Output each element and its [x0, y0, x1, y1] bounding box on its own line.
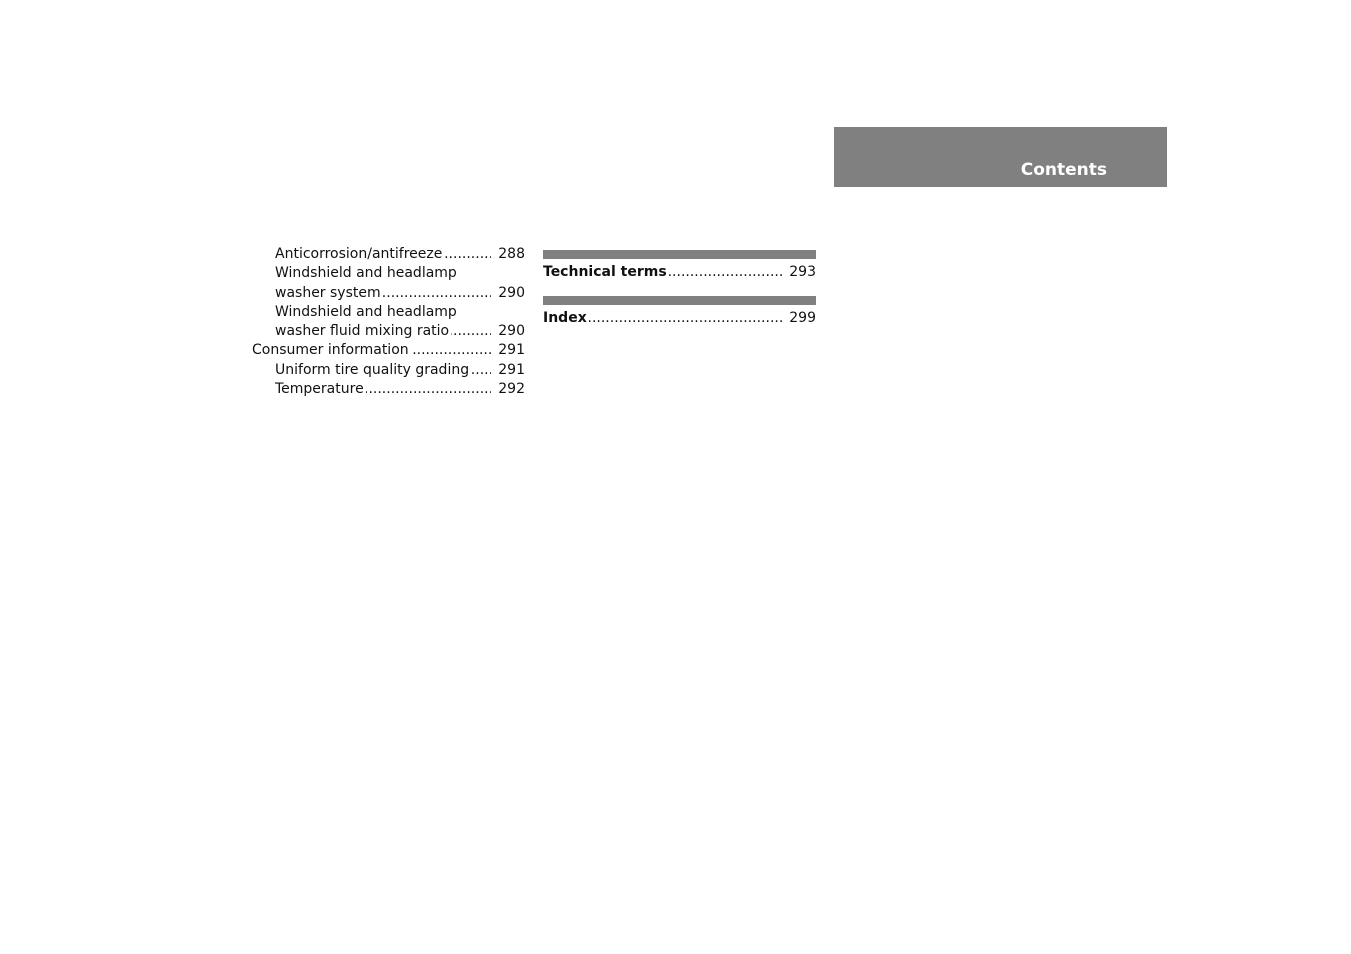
toc-right-column: [543, 250, 816, 329]
toc-entry-washer-system[interactable]: [275, 284, 525, 303]
toc-entry-page: 293: [786, 263, 816, 282]
section-header-tab: [834, 127, 1167, 187]
toc-entry-technical-terms[interactable]: [543, 263, 816, 282]
toc-entry-label: Consumer information: [252, 342, 409, 359]
toc-entry-label: Windshield and headlamp: [275, 303, 457, 320]
section-divider-bar: [543, 296, 816, 305]
toc-entry-page: 290: [491, 284, 525, 303]
toc-entry-page: 291: [491, 341, 525, 360]
toc-entry-label: Windshield and headlamp: [275, 265, 457, 282]
toc-entry-label: Uniform tire quality grading: [275, 361, 470, 378]
toc-entry-page: 290: [491, 322, 525, 341]
toc-entry-label: Anticorrosion/antifreeze: [275, 246, 443, 262]
toc-entry-label: Temperature: [275, 381, 364, 398]
toc-entry-page: 291: [491, 361, 525, 380]
toc-entry-windshield-line2[interactable]: [275, 303, 525, 322]
toc-entry-label: washer fluid mixing ratio: [275, 323, 450, 340]
toc-entry-page: 299: [786, 309, 816, 328]
section-divider-bar: [543, 250, 816, 259]
toc-entry-anticorrosion[interactable]: [275, 245, 525, 264]
toc-entry-temperature[interactable]: [275, 380, 525, 399]
toc-entry-label: washer system: [275, 284, 381, 301]
toc-entry-label: Index: [543, 310, 587, 327]
toc-entry-washer-fluid-mixing[interactable]: [275, 322, 525, 341]
toc-entry-consumer-information[interactable]: [252, 341, 525, 360]
header-title: Contents: [1020, 160, 1107, 180]
toc-entry-label: Technical terms: [543, 264, 667, 280]
toc-entry-uniform-tire-quality[interactable]: [275, 361, 525, 380]
toc-entry-page: 292: [491, 380, 525, 399]
toc-entry-page: 288: [491, 245, 525, 264]
toc-entry-index[interactable]: [543, 309, 816, 328]
toc-entry-windshield-line1[interactable]: [275, 264, 525, 283]
toc-left-column: [252, 245, 525, 399]
